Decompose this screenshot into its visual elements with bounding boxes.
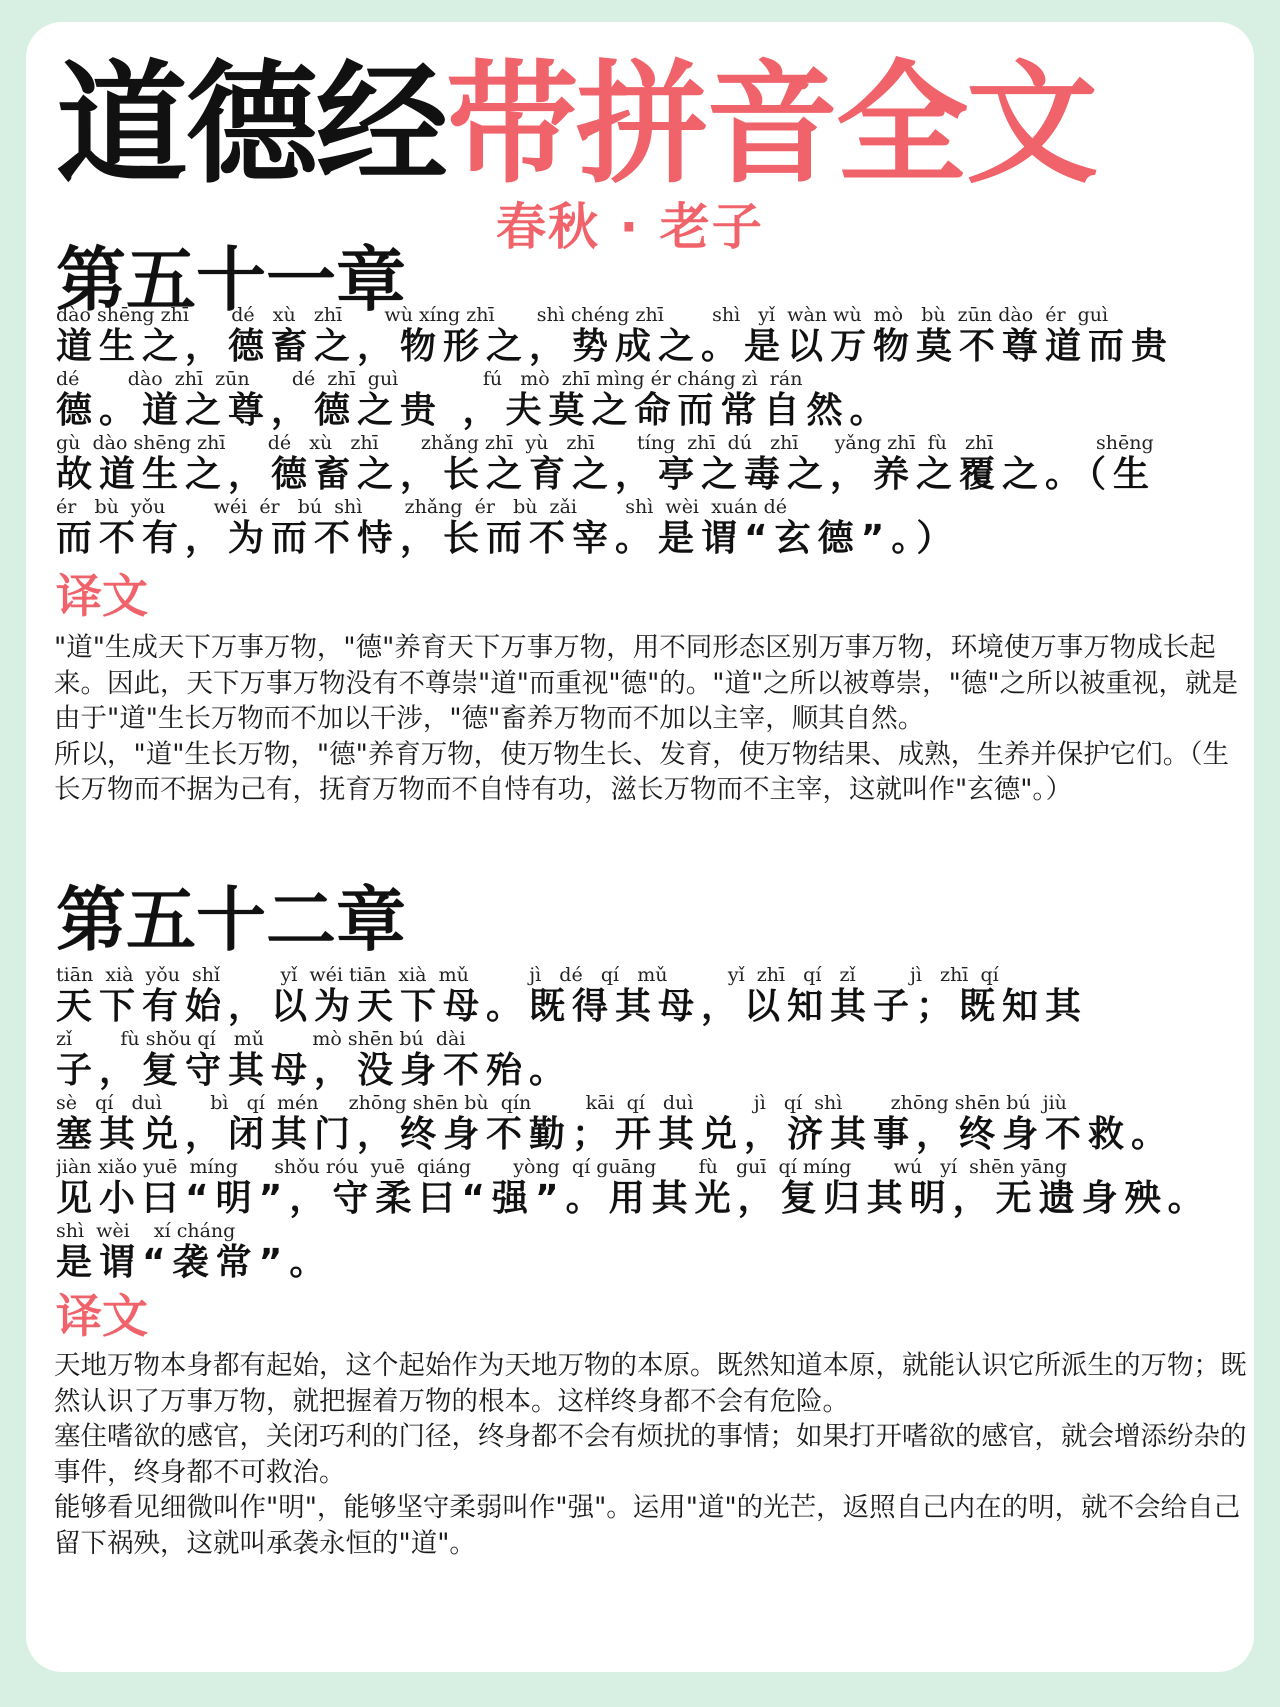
translation-label: 译文	[56, 569, 148, 623]
title-red-part: 带拼音全文	[446, 48, 1096, 202]
translation-label: 译文	[56, 1289, 148, 1343]
pinyin-line	[56, 1156, 1246, 1220]
pinyin-row: sè qí duì bì qí mén zhōng shēn bù qín kāi qí duì jì qí shì zhōng shēn bú jiù	[56, 1092, 1067, 1114]
translation-paragraph: 天地万物本身都有起始，这个起始作为天地万物的本原。既然知道本原，就能认识它所派生的万物；既然认识了万事万物，就把握着万物的根本。这样终身都不会有危险。	[54, 1350, 1247, 1417]
translation-paragraph: 所以，"道"生长万物，"德"养育万物，使万物生长、发育，使万物结果、成熟，生养并保护它们。（生长万物而不据为己有，抚育万物而不自恃有功，滋长万物而不主宰，这就叫作"玄德"。）	[54, 738, 1230, 805]
hanzi-row: 道生之，德畜之，物形之，势成之。是以万物莫不尊道而贵	[56, 326, 1175, 367]
hanzi-row: 故道生之，德畜之，长之育之，亭之毒之，养之覆之。（生	[56, 454, 1157, 495]
pinyin-line	[56, 368, 1246, 432]
hanzi-row: 天下有始，以为天下母。既得其母，以知其子；既知其	[56, 986, 1089, 1027]
pinyin-row: dé dào zhī zūn dé zhī guì fú mò zhī mìng ér cháng zì rán	[56, 368, 803, 390]
chapter-52-translation	[54, 1348, 1254, 1561]
hanzi-row: 塞其兑，闭其门，终身不勤；开其兑，济其事，终身不救。	[56, 1114, 1175, 1155]
chapter-51-title: 第五十一章	[56, 239, 406, 321]
chapter-51-translation	[54, 630, 1254, 808]
title-black-part: 道德经	[56, 48, 446, 202]
chapter-52-title: 第五十二章	[56, 879, 406, 961]
pinyin-row: ér bù yǒu wéi ér bú shì zhǎng ér bù zǎi shì wèi xuán dé	[56, 496, 788, 518]
translation-paragraph: "道"生成天下万事万物，"德"养育天下万事万物，用不同形态区别万事万物，环境使万事万物成长起来。因此，天下万事万物没有不尊崇"道"而重视"德"的。"道"之所以被尊崇，"德"之所以被重视，就是由于"道"生长万物而不加以干涉，"德"畜养万物而不加以主宰，顺其自然。	[54, 632, 1239, 734]
pinyin-line	[56, 1092, 1246, 1156]
hanzi-row: 是谓“袭常”。	[56, 1242, 333, 1283]
pinyin-line	[56, 964, 1246, 1028]
hanzi-row: 而不有，为而不恃，长而不宰。是谓“玄德”。）	[56, 518, 960, 559]
chapter-51-text	[56, 304, 1246, 560]
chapter-52-text	[56, 964, 1246, 1284]
page-subtitle: 春秋 · 老子	[496, 198, 764, 256]
pinyin-row: dào shēng zhī dé xù zhī wù xíng zhī shì chéng zhī shì yǐ wàn wù mò bù zūn dào ér guì	[56, 304, 1109, 326]
pinyin-line	[56, 432, 1246, 496]
content-card	[26, 22, 1254, 1672]
pinyin-line	[56, 1220, 1246, 1284]
translation-paragraph: 塞住嗜欲的感官，关闭巧利的门径，终身都不会有烦扰的事情；如果打开嗜欲的感官，就会增添纷杂的事件，终身都不可救治。	[54, 1421, 1247, 1488]
pinyin-row: jiàn xiǎo yuē míng shǒu róu yuē qiáng yòng qí guāng fù guī qí míng wú yí shēn yāng	[56, 1156, 1068, 1178]
pinyin-line	[56, 496, 1246, 560]
pinyin-row: shì wèi xí cháng	[56, 1220, 236, 1242]
page-title	[56, 40, 1246, 210]
hanzi-row: 子，复守其母，没身不殆。	[56, 1050, 573, 1091]
pinyin-line	[56, 1028, 1246, 1092]
pinyin-line	[56, 304, 1246, 368]
translation-paragraph: 能够看见细微叫作"明"，能够坚守柔弱叫作"强"。运用"道"的光芒，返照自己内在的明，就不会给自己留下祸殃，这就叫承袭永恒的"道"。	[54, 1492, 1241, 1559]
hanzi-row: 见小曰“明”，守柔曰“强”。用其光，复归其明，无遗身殃。	[56, 1178, 1211, 1219]
pinyin-row: tiān xià yǒu shǐ yǐ wéi tiān xià mǔ jì dé qí mǔ yǐ zhī qí zǐ jì zhī qí	[56, 964, 999, 986]
pinyin-row: zǐ fù shǒu qí mǔ mò shēn bú dài	[56, 1028, 466, 1050]
pinyin-row: gù dào shēng zhī dé xù zhī zhǎng zhī yù zhī tíng zhī dú zhī yǎng zhī fù zhī shēng	[56, 432, 1154, 454]
hanzi-row: 德。道之尊，德之贵 ，夫莫之命而常自然。	[56, 390, 893, 431]
